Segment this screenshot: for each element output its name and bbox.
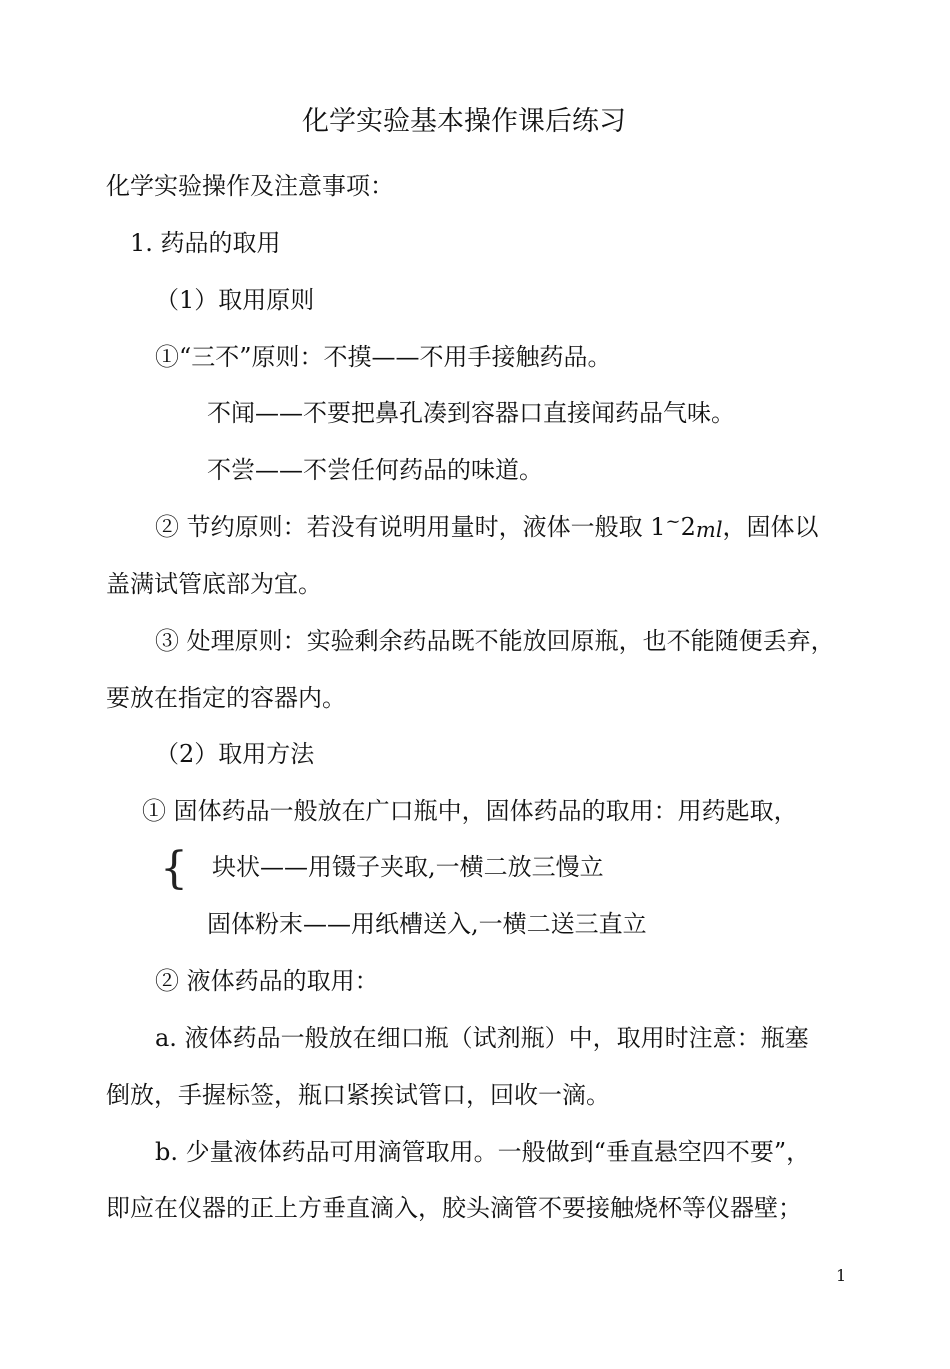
rule-paragraph: ③ 处理原则：实验剩余药品既不能放回原瓶，也不能随便丢弃，: [155, 627, 835, 655]
subsection-heading: （2）取用方法: [155, 740, 315, 768]
method-paragraph: 即应在仪器的正上方垂直滴入，胶头滴管不要接触烧杯等仪器壁；: [106, 1194, 802, 1222]
rule-paragraph: 要放在指定的容器内。: [106, 684, 346, 712]
brace-symbol: {: [160, 843, 188, 894]
rule-text: ，固体以: [722, 513, 819, 541]
rule-paragraph: 不闻——不要把鼻孔凑到容器口直接闻药品气味。: [207, 399, 735, 427]
rule-paragraph: 盖满试管底部为宜。: [106, 570, 322, 598]
tilde-mark: ~: [665, 511, 681, 532]
method-paragraph: a. 液体药品一般放在细口瓶（试剂瓶）中，取用时注意：瓶塞: [155, 1024, 809, 1052]
method-paragraph: 固体粉末——用纸槽送入,一横二送三直立: [207, 910, 647, 938]
subsection-heading: （1）取用原则: [155, 286, 315, 314]
method-paragraph: 倒放，手握标签，瓶口紧挨试管口，回收一滴。: [106, 1081, 610, 1109]
method-paragraph: ① 固体药品一般放在广口瓶中，固体药品的取用：用药匙取，: [142, 797, 798, 825]
method-paragraph: 块状——用镊子夹取,一横二放三慢立: [212, 853, 604, 881]
page-title: 化学实验基本操作课后练习: [302, 106, 626, 137]
page-number: 1: [836, 1266, 847, 1285]
intro-heading: 化学实验操作及注意事项：: [106, 172, 394, 200]
method-paragraph: ② 液体药品的取用：: [155, 967, 379, 995]
rule-number: 2: [680, 513, 696, 541]
rule-paragraph: 不尝——不尝任何药品的味道。: [207, 456, 543, 484]
rule-text: ② 节约原则：若没有说明用量时，液体一般取 1: [155, 513, 666, 541]
unit-label: ml: [695, 518, 723, 542]
section-heading: 1. 药品的取用: [130, 229, 281, 257]
rule-paragraph: ①“三不”原则：不摸——不用手接触药品。: [155, 343, 612, 371]
method-paragraph: b. 少量液体药品可用滴管取用。一般做到“垂直悬空四不要”，: [155, 1138, 811, 1166]
rule-paragraph: [155, 511, 819, 546]
